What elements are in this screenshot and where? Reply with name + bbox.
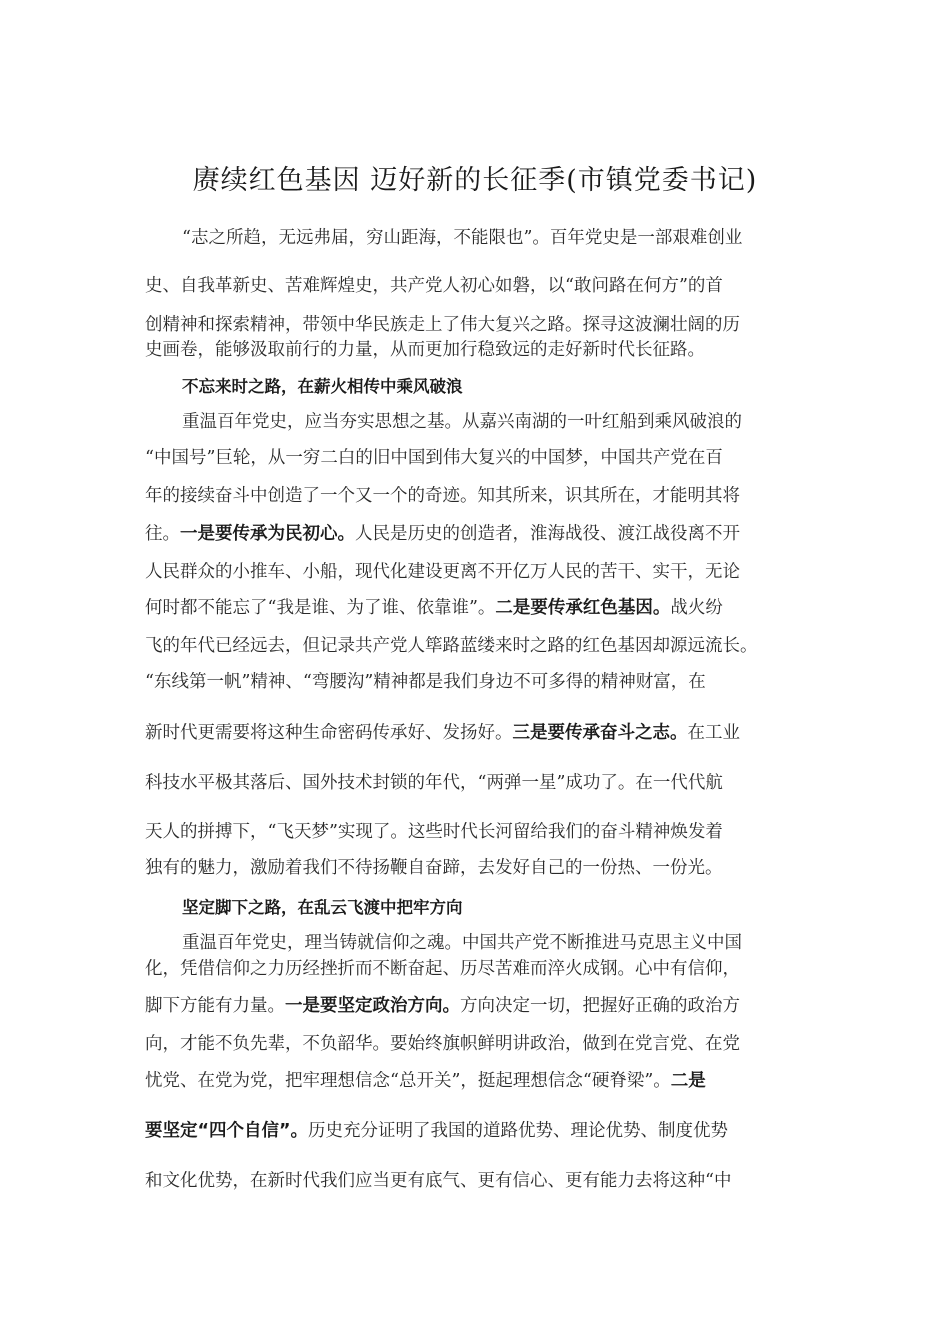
text-run: 何时都不能忘了“我是谁、为了谁、依靠谁”。 xyxy=(145,598,496,618)
paragraph-line: 化，凭借信仰之力历经挫折而不断奋起、历尽苦难而淬火成钢。心中有信仰， xyxy=(145,959,740,979)
paragraph-line xyxy=(145,721,740,745)
bold-point: 一是要传承为民初心。 xyxy=(180,524,355,544)
text-run: 新时代更需要将这种生命密码传承好、发扬好。 xyxy=(145,723,513,743)
paragraph-line: 独有的魅力，激励着我们不待扬鞭自奋蹄，去发好自己的一份热、一份光。 xyxy=(145,858,723,878)
paragraph-line xyxy=(145,1119,728,1143)
bold-point: 一是要坚定政治方向。 xyxy=(285,996,460,1016)
paragraph-line: “志之所趋，无远弗届，穷山距海，不能限也”。百年党史是一部艰难创业 xyxy=(182,228,743,248)
paragraph-line xyxy=(145,596,723,620)
text-run: 往。 xyxy=(145,524,180,544)
paragraph-line: 天人的拼搏下，“飞天梦”实现了。这些时代长河留给我们的奋斗精神焕发着 xyxy=(145,822,723,842)
bold-point: 二是要传承红色基因。 xyxy=(495,598,671,618)
paragraph-line: 史、自我革新史、苦难辉煌史，共产党人初心如磐，以“敢问路在何方”的首 xyxy=(145,276,723,296)
paragraph-line xyxy=(145,994,740,1018)
bold-point: 二是 xyxy=(670,1071,706,1091)
paragraph-line xyxy=(145,522,740,546)
paragraph-line: 史画卷，能够汲取前行的力量，从而更加行稳致远的走好新时代长征路。 xyxy=(145,340,705,360)
paragraph-line: 科技水平极其落后、国外技术封锁的年代，“两弹一星”成功了。在一代代航 xyxy=(145,773,723,793)
paragraph-line xyxy=(145,1069,706,1093)
text-run: 在工业 xyxy=(687,723,740,743)
paragraph-line: 年的接续奋斗中创造了一个又一个的奇迹。知其所来，识其所在，才能明其将 xyxy=(145,486,740,506)
document-title: 赓续红色基因 迈好新的长征季(市镇党委书记) xyxy=(192,165,758,196)
bold-point: 三是要传承奋斗之志。 xyxy=(512,723,688,743)
text-run: 人民是历史的创造者，淮海战役、渡江战役离不开 xyxy=(355,524,740,544)
paragraph-line: 人民群众的小推车、小船，现代化建设更离不开亿万人民的苦干、实干，无论 xyxy=(145,562,740,582)
text-run: 忧党、在党为党，把牢理想信念“总开关”，挺起理想信念“硬脊梁”。 xyxy=(145,1071,671,1091)
paragraph-line: “东线第一帆”精神、“弯腰沟”精神都是我们身边不可多得的精神财富，在 xyxy=(145,672,706,692)
section-heading: 不忘来时之路，在薪火相传中乘风破浪 xyxy=(182,377,463,396)
paragraph-line: 重温百年党史，理当铸就信仰之魂。中国共产党不断推进马克思主义中国 xyxy=(182,933,742,953)
text-run: 战火纷 xyxy=(670,598,723,618)
paragraph-line: 向，才能不负先辈，不负韶华。要始终旗帜鲜明讲政治，做到在党言党、在党 xyxy=(145,1034,740,1054)
text-run: 历史充分证明了我国的道路优势、理论优势、制度优势 xyxy=(308,1121,729,1141)
bold-point: 要坚定“四个自信”。 xyxy=(145,1121,309,1141)
paragraph-line: 飞的年代已经远去，但记录共产党人筚路蓝缕来时之路的红色基因却源远流长。 xyxy=(145,636,758,656)
section-heading: 坚定脚下之路，在乱云飞渡中把牢方向 xyxy=(182,898,463,917)
paragraph-line: 创精神和探索精神，带领中华民族走上了伟大复兴之路。探寻这波澜壮阔的历 xyxy=(145,315,740,335)
paragraph-line: 重温百年党史，应当夯实思想之基。从嘉兴南湖的一叶红船到乘风破浪的 xyxy=(182,412,742,432)
text-run: 方向决定一切，把握好正确的政治方 xyxy=(460,996,740,1016)
text-run: 脚下方能有力量。 xyxy=(145,996,285,1016)
paragraph-line: 和文化优势，在新时代我们应当更有底气、更有信心、更有能力去将这种“中 xyxy=(145,1171,732,1191)
paragraph-line: “中国号”巨轮，从一穷二白的旧中国到伟大复兴的中国梦，中国共产党在百 xyxy=(145,448,723,468)
